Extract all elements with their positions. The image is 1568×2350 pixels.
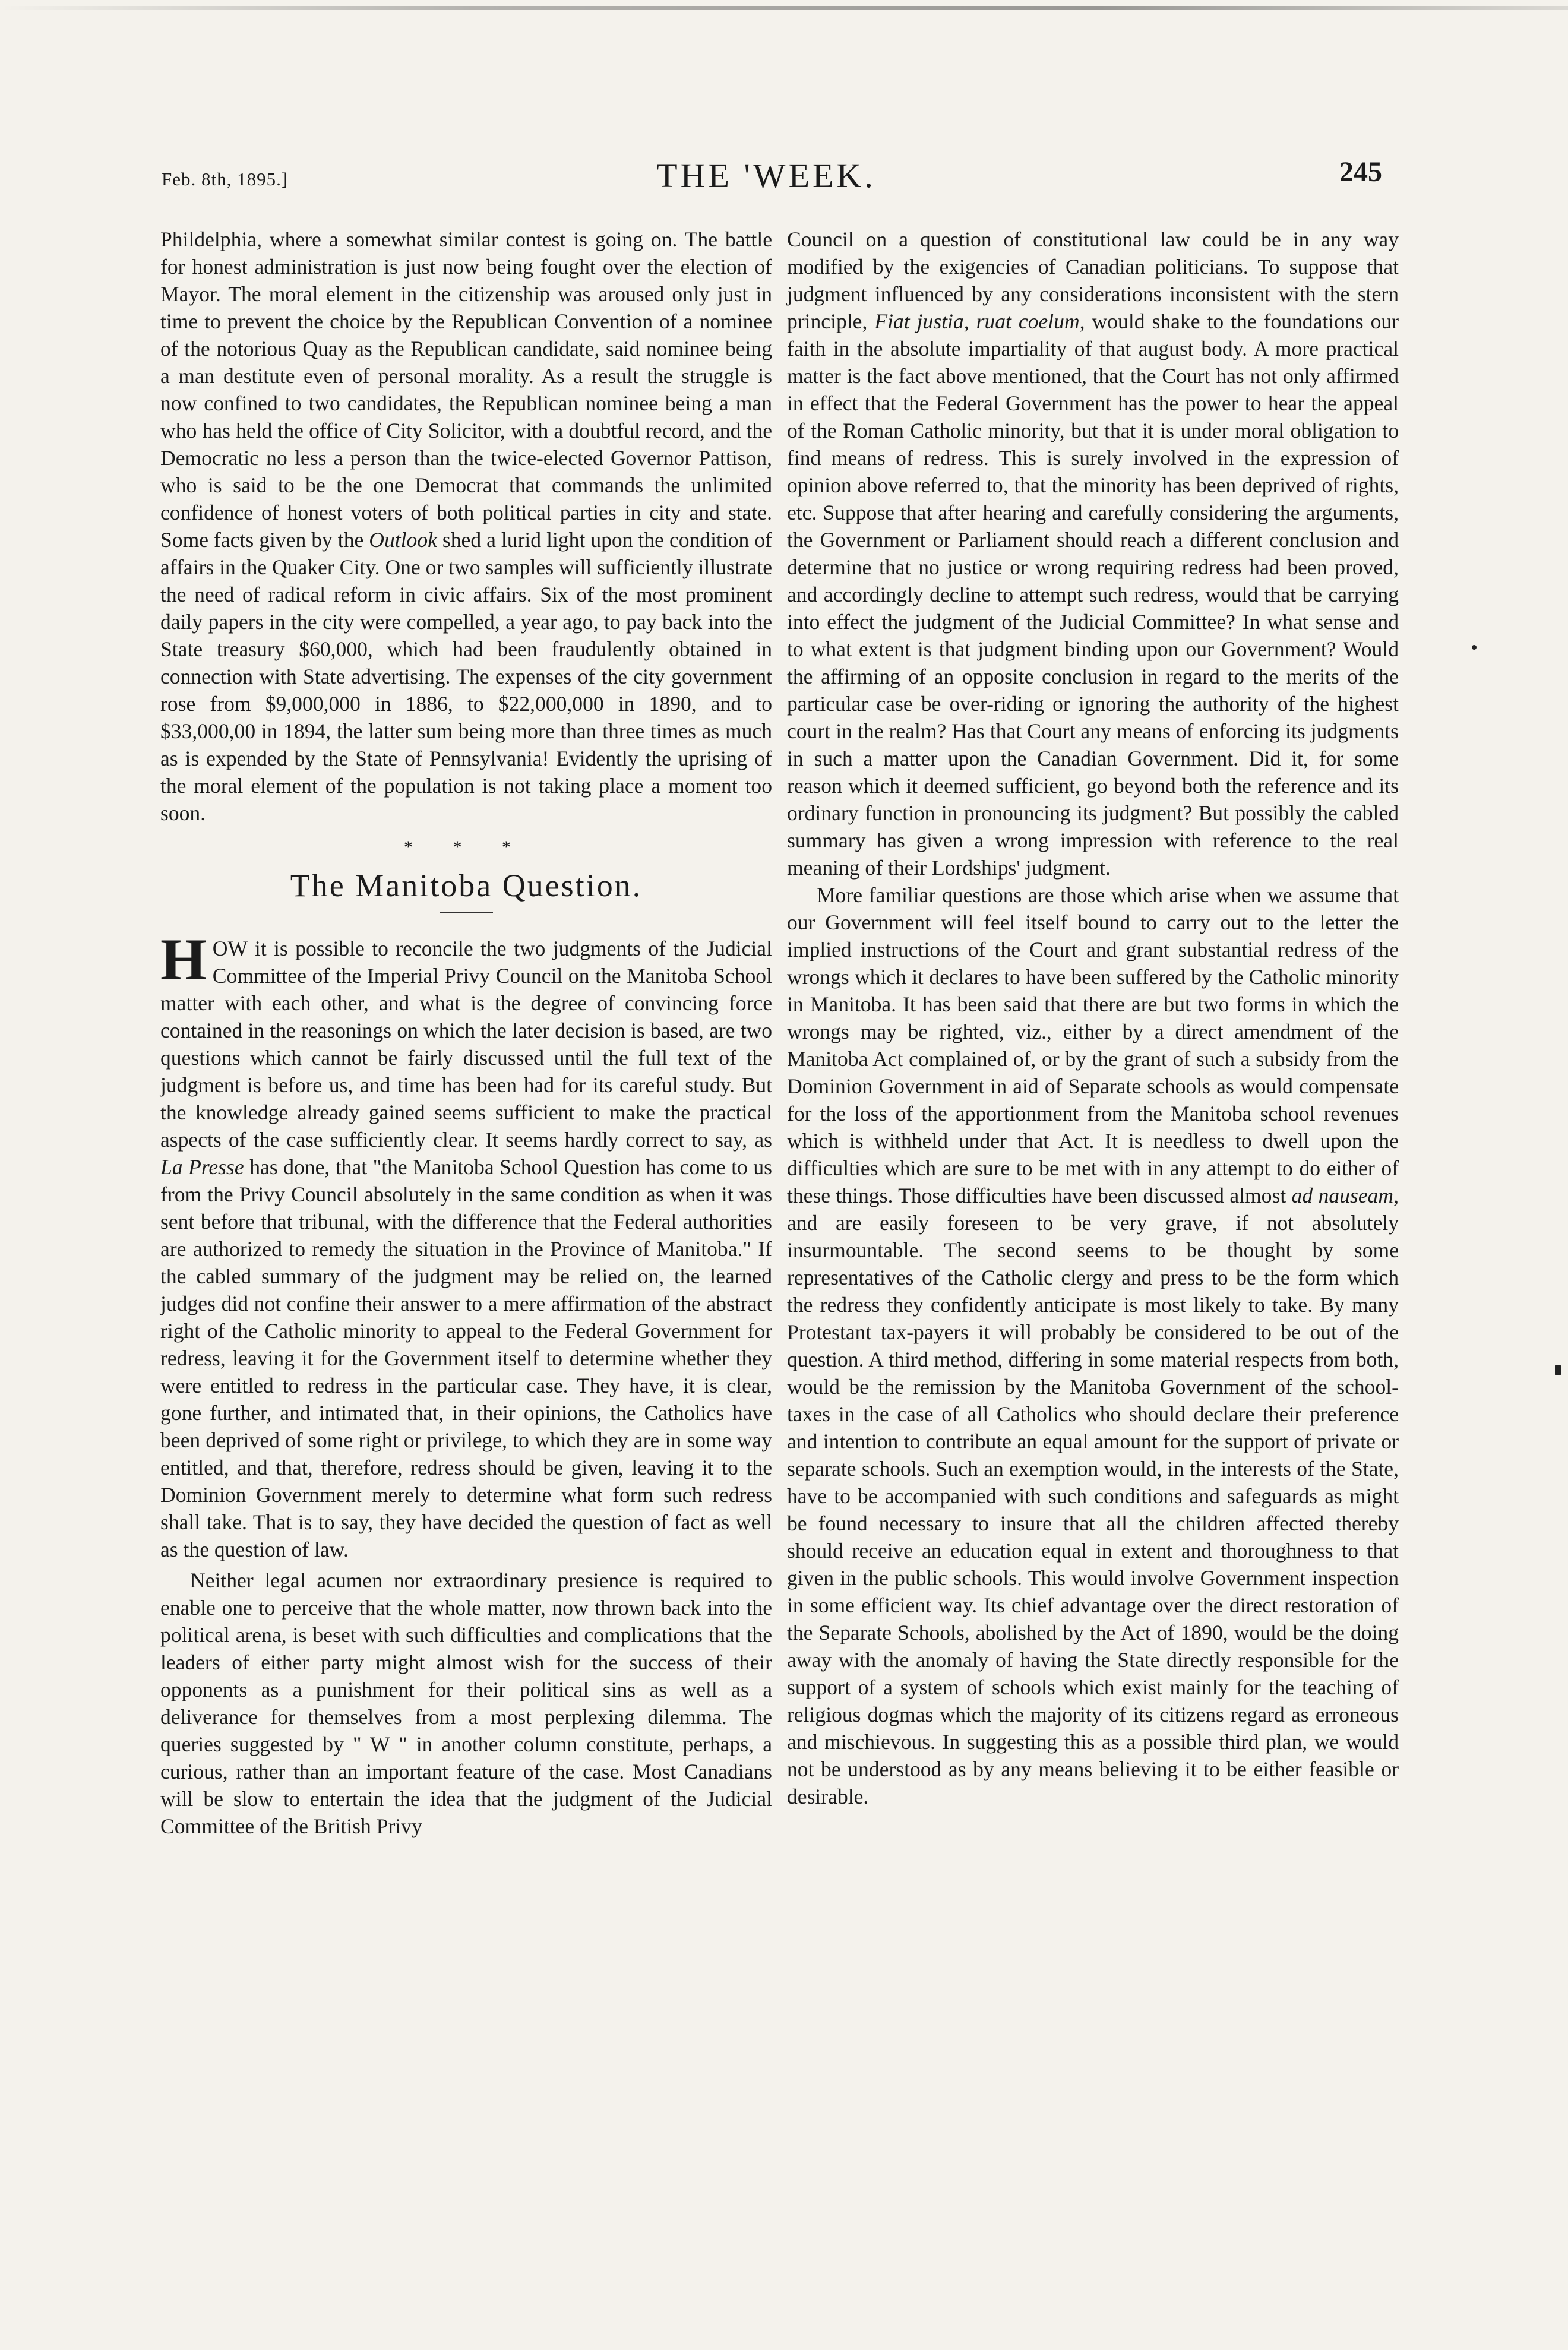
ink-speck	[1472, 645, 1477, 650]
article-body	[160, 926, 772, 1840]
title-rule	[440, 912, 493, 913]
la-presse-italic: La Presse	[160, 1155, 244, 1179]
ink-speck	[1555, 1365, 1561, 1375]
publication-title: THE 'WEEK.	[656, 156, 876, 195]
article-paragraph-4: More familiar questions are those which arise when we assume that our Government will feel itself bound to carry out to the letter the implied instructions of the Court and grant substantial redress of the wrongs which it declares to have been suffered by the Catholic minority in Manitoba. It has been said that there are but two forms in which the wrongs may be righted, viz., either by a direct amendment of the Manitoba Act complained of, or by the grant of such a subsidy from the Dominion Government in aid of Separate schools as would compensate for the loss of the apportionment from the Manitoba school revenues which is withheld under that Act. It is needless to dwell upon the difficulties which are sure to be met with in any attempt to do either of these things. Those difficulties have been discussed almost ad nauseam, and are easily foreseen to be very grave, if not absolutely insurmountable. The second seems to be thought by some representatives of the Catholic clergy and press to be the form which the redress they confidently anticipate is most likely to take. By many Protestant tax-payers it will probably be considered to be out of the question. A third method, differing in some material respects from both, would be the remission by the Manitoba Government of the school-taxes in the case of all Catholics who should declare their preference and intention to contribute an equal amount for the support of private or separate schools. Such an exemption would, in the interests of the State, have to be accompanied with such conditions and safeguards as might be found necessary to insure that all the children affected thereby should receive an education equal in extent and thoroughness to that given in the public schools. This would involve Government inspection in some efficient way. Its chief advantage over the direct restoration of the Separate Schools, abolished by the Act of 1890, would be the doing away with the anomaly of having the State directly responsible for the support of a system of schools which exist mainly for the teaching of religious dogmas which the majority of its citizens regard as erroneous and mischievous. In suggesting this as a possible third plan, we would not be understood as by any means believing it to be either feasible or desirable.	[787, 883, 1399, 1808]
fiat-justitia-italic: Fiat justia, ruat coelum,	[874, 309, 1085, 333]
page-number: 245	[1339, 156, 1382, 188]
left-column	[160, 226, 772, 1843]
right-column	[787, 226, 1399, 1810]
ad-nauseam-italic: ad nauseam,	[1291, 1184, 1399, 1207]
section-separator: * * *	[404, 837, 529, 857]
page-top-edge	[0, 6, 1568, 10]
issue-date: Feb. 8th, 1895.]	[162, 169, 289, 189]
section-title: The Manitoba Question.	[290, 868, 643, 903]
drop-cap: H	[160, 926, 207, 992]
article-paragraph-3: Council on a question of constitutional law could be in any way modified by the exigencies of Canadian politicians. To suppose that judgment influenced by any considerations inconsistent with the stern principle, Fiat justia, ruat coelum, would shake to the foundations our faith in the absolute impartiality of that august body. A more practical matter is the fact above mentioned, that the Court has not only affirmed in effect that the Federal Government has the power to hear the appeal of the Roman Catholic minority, but that it is under moral obligation to find means of redress. This is surely involved in the expression of opinion above referred to, that the minority has been deprived of rights, etc. Suppose that after hearing and carefully considering the arguments, the Government or Parliament should reach a different conclusion and determine that no justice or wrong requiring redress had been proved, and accordingly decline to attempt such redress, would that be carrying into effect the judgment of the Judicial Committee? In what sense and to what extent is that judgment binding upon our Government? Would the affirming of an opposite conclusion in regard to the merits of the particular case be over-riding or ignoring the authority of the highest court in the realm? Has that Court any means of enforcing its judgments in such a matter upon the Canadian Government. Did it, for some reason which it deemed sufficient, go beyond both the reference and its ordinary function in pronouncing its judgment? But possibly the cabled summary has given a wrong impression with reference to the real meaning of their Lordships' judgment.	[787, 227, 1399, 880]
intro-paragraph: Phildelphia, where a somewhat similar contest is going on. The battle for honest administration is just now being fought over the election of Mayor. The moral element in the citizenship was aroused only just in time to prevent the choice by the Republican Convention of a nominee of the notorious Quay as the Republican candidate, said nominee being a man destitute even of personal morality. As a result the struggle is now confined to two candidates, the Republican nominee being a man who has held the office of City Solicitor, with a doubtful record, and the Democratic no less a person than the twice-elected Governor Pattison, who is said to be the one Democrat that commands the unlimited confidence of honest voters of both political parties in city and state. Some facts given by the Outlook shed a lurid light upon the condition of affairs in the Quaker City. One or two samples will sufficiently illustrate the need of radical reform in civic affairs. Six of the most prominent daily papers in the city were compelled, a year ago, to pay back into the State treasury $60,000, which had been fraudulently obtained in connection with State advertising. The expenses of the city government rose from $9,000,000 in 1886, to $22,000,000 in 1890, and to $33,000,00 in 1894, the latter sum being more than three times as much as is expended by the State of Pennsylvania! Evidently the uprising of the moral element of the population is not taking place a moment too soon.	[160, 227, 772, 825]
page-header	[0, 148, 1568, 202]
article-paragraph-2: Neither legal acumen nor extraordinary presience is required to enable one to perceive that the whole matter, now thrown back into the political arena, is beset with such difficulties and complications that the leaders of either party might almost wish for the success of their opponents as a punishment for their political sins as well as a deliverance for themselves from a most perplexing dilemma. The queries suggested by " W " in another column constitute, perhaps, a curious, rather than an important feature of the case. Most Canadians will be slow to entertain the idea that the judgment of the Judicial Committee of the British Privy	[160, 1568, 772, 1838]
article-paragraph-1: HOW it is possible to reconcile the two judgments of the Judicial Committee of the Imperial Privy Council on the Manitoba School matter with each other, and what is the degree of convincing force contained in the reasonings on which the later decision is based, are two questions which cannot be fairly discussed until the full text of the judgment is before us, and time has been had for its careful study. But the knowledge already gained seems sufficient to make the practical aspects of the case sufficiently clear. It seems hardly correct to say, as La Presse has done, that "the Manitoba School Question has come to us from the Privy Council absolutely in the same condition as when it was sent before that tribunal, with the difference that the Federal authorities are authorized to remedy the situation in the Province of Manitoba." If the cabled summary of the judgment may be relied on, the learned judges did not confine their answer to a mere affirmation of the abstract right of the Catholic minority to appeal to the Federal Government for redress, leaving it for the Government itself to determine whether they were entitled to redress in the particular case. They have, it is clear, gone further, and intimated that, in their opinions, the Catholics have been deprived of some right or privilege, to which they are in some way entitled, and that, therefore, redress should be given, leaving it to the Dominion Government merely to determine what form such redress shall take. That is to say, they have decided the question of fact as well as the question of law.	[160, 926, 772, 1561]
outlook-italic: Outlook	[369, 528, 437, 552]
